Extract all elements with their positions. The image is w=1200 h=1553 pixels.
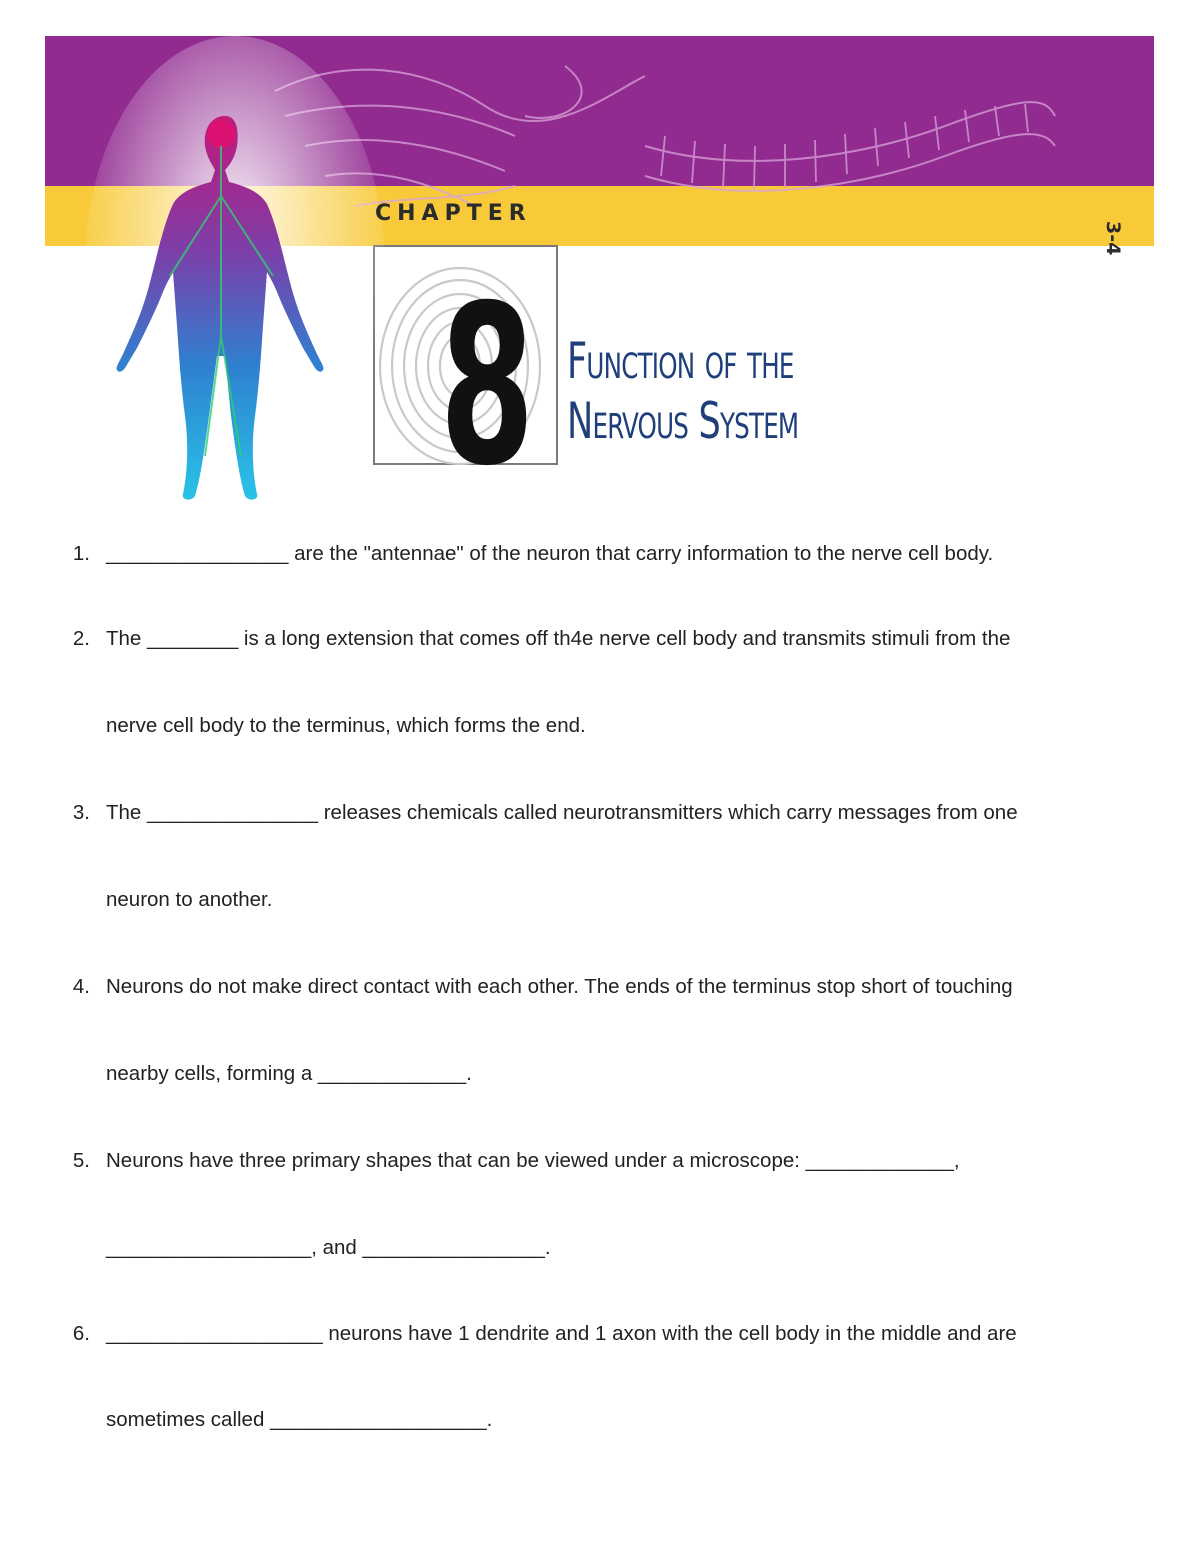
section-code: 3-4	[1102, 221, 1124, 256]
chapter-number: 8	[439, 258, 535, 500]
question-number: 5.	[72, 1149, 90, 1172]
question-text: __________________, and ________________.	[106, 1236, 551, 1259]
question-number: 2.	[72, 627, 90, 650]
chapter-title-line-2: Nervous System	[567, 392, 799, 450]
question-number: 6.	[72, 1322, 90, 1345]
question-text: The ________ is a long extension that comes off th4e nerve cell body and transmits stimuli from the	[106, 627, 1011, 650]
question-text: Neurons do not make direct contact with each other. The ends of the terminus stop short of touching	[106, 975, 1013, 998]
question-text: ___________________ neurons have 1 dendrite and 1 axon with the cell body in the middle and are	[106, 1322, 1017, 1345]
question-number: 4.	[72, 975, 90, 998]
question-text: nearby cells, forming a _____________.	[106, 1062, 472, 1085]
question-text: nerve cell body to the terminus, which forms the end.	[106, 714, 586, 737]
question-text: sometimes called ___________________.	[106, 1408, 493, 1431]
question-text: ________________ are the "antennae" of the neuron that carry information to the nerve cell body.	[106, 542, 994, 565]
question-number: 1.	[72, 542, 90, 565]
chapter-title-line-1: Function of the	[567, 332, 794, 390]
question-text: neuron to another.	[106, 888, 273, 911]
question-number: 3.	[72, 801, 90, 824]
chapter-label: CHAPTER	[375, 201, 532, 226]
question-text: The _______________ releases chemicals called neurotransmitters which carry messages from one	[106, 801, 1018, 824]
question-text: Neurons have three primary shapes that can be viewed under a microscope: _____________,	[106, 1149, 960, 1172]
